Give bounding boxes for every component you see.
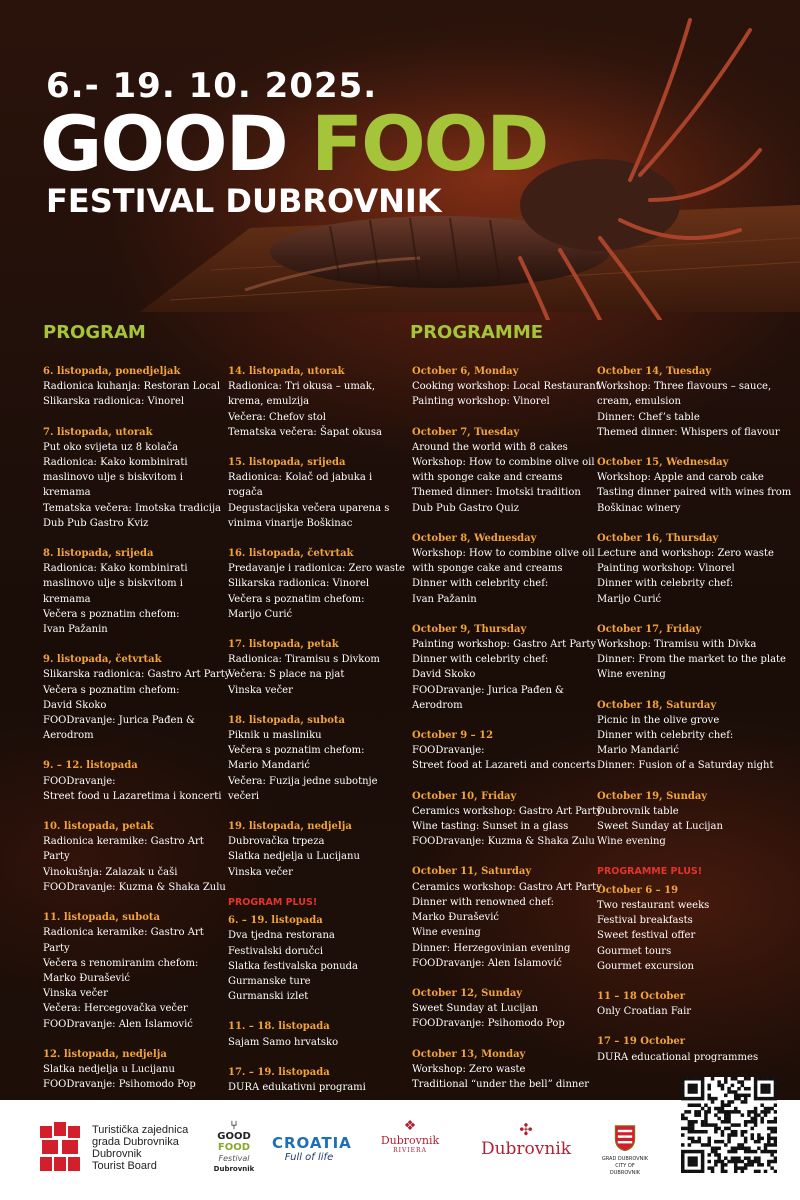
day-heading: October 7, Tuesday [412, 426, 520, 438]
event-item: Dub Pub Gastro Kviz [43, 517, 149, 529]
event-item: Ivan Pažanin [43, 624, 108, 636]
event-item: krema, emulzija [228, 396, 310, 408]
event-item: Dinner: Fusion of a Saturday night [597, 760, 774, 772]
day-heading: 16. listopada, četvrtak [228, 548, 354, 560]
city-of-dubrovnik-logo: GRAD DUBROVNIK CITY OF DUBROVNIK [600, 1122, 650, 1177]
event-item: Sweet festival offer [597, 930, 696, 942]
event-item: Workshop: Apple and carob cake [597, 472, 764, 484]
day-block [597, 622, 797, 683]
event-item: Workshop: Tiramisu with Divka [597, 639, 757, 651]
day-block [412, 364, 602, 410]
day-block [412, 1047, 602, 1093]
day-heading: 17. listopada, petak [228, 639, 339, 651]
event-item: FOODravanje: Kuzma & Shaka Zulu [412, 836, 595, 848]
day-block [43, 910, 233, 1032]
city-coat-of-arms-icon [613, 1122, 637, 1152]
event-item: Slatka nedjelja u Lucijanu [43, 1063, 175, 1075]
event-item: Dubrovačka trpeza [228, 836, 325, 848]
event-item: Dinner: From the market to the plate [597, 654, 786, 666]
day-heading: October 8, Wednesday [412, 532, 537, 544]
event-item: FOODravanje: Jurica Pađen & Aerodrom [43, 715, 195, 742]
event-item: DURA edukativni programi [228, 1081, 366, 1093]
croatia-full-of-life-logo: CROATIA Full of life [272, 1134, 352, 1163]
event-item: maslinovo ulje s biskvitom i kremama [43, 578, 183, 605]
event-item: Piknik u masliniku [228, 730, 322, 742]
event-item: Themed dinner: Imotski tradition [412, 487, 581, 499]
event-item: Slatka nedjelja u Lucijanu [228, 851, 360, 863]
day-block [412, 622, 602, 713]
event-item: Radionica: Kako kombinirati [43, 563, 188, 575]
day-block [43, 425, 233, 531]
event-item: Workshop: How to combine olive oil [412, 548, 595, 560]
event-item: Dubrovnik table [597, 805, 679, 817]
event-item: Radionica: Tri okusa – umak, [228, 381, 376, 393]
day-heading: 11. – 18. listopada [228, 1021, 330, 1033]
event-item: Painting workshop: Vinorel [597, 563, 735, 575]
day-heading: October 14, Tuesday [597, 366, 712, 377]
day-heading: October 17, Friday [597, 623, 702, 635]
event-item: FOODravanje: Psihomodo Pop [412, 1018, 565, 1030]
day-heading: 9. listopada, četvrtak [43, 654, 162, 666]
day-heading: October 12, Sunday [412, 987, 523, 999]
event-item: Slikarska radionica: Gastro Art Party [43, 669, 231, 681]
event-item: Wine tasting: Sunset in a glass [412, 821, 569, 833]
day-heading: 6. – 19. listopada [228, 915, 323, 927]
day-heading: 17. – 19. listopada [228, 1066, 330, 1078]
day-block [597, 1034, 797, 1064]
event-item: Painting workshop: Vinorel [412, 396, 550, 408]
day-block [43, 819, 233, 895]
event-item: Večera s poznatim chefom: [43, 608, 180, 620]
event-item: Vinska večer [228, 684, 293, 696]
event-item: Gourmet tours [597, 945, 672, 957]
event-item: Večera: Chefov stol [228, 411, 326, 423]
day-block [43, 758, 233, 804]
event-item: FOODravanje: Alen Islamović [43, 1018, 193, 1030]
day-block [412, 425, 602, 516]
event-item: Street food u Lazaretima i koncerti [43, 790, 222, 802]
event-item: Workshop: Zero waste [412, 1063, 526, 1075]
program-plus-label: PROGRAMME PLUS! [597, 866, 703, 878]
event-item: Radionica kuhanja: Restoran Local [43, 381, 221, 393]
event-item: Traditional “under the bell” dinner [412, 1078, 590, 1090]
event-item: Večera s renomiranim chefom: [43, 957, 199, 969]
event-item: Tematska večera: Imotska tradicija [43, 502, 222, 514]
title-food: FOOD [311, 99, 548, 188]
day-block [228, 455, 408, 531]
event-item: Gourmet excursion [597, 960, 694, 972]
event-item: Festival breakfasts [597, 915, 693, 927]
event-item: Večera s poznatim chefom: [43, 684, 180, 696]
day-block [228, 819, 408, 880]
event-item: Radionica keramike: Gastro Art Party [43, 836, 204, 863]
day-heading: 15. listopada, srijeda [228, 457, 346, 469]
day-block [412, 789, 602, 850]
event-item: Radionica: Kako kombinirati [43, 457, 188, 469]
event-item: Večera s poznatim chefom: [228, 745, 365, 757]
event-item: Ivan Pažanin [412, 593, 477, 605]
day-heading: 11 – 18 October [597, 990, 685, 1002]
event-item: Marko Đurašević [412, 912, 499, 924]
event-item: FOODravanje: [412, 745, 485, 757]
event-item: Marijo Curić [228, 608, 293, 620]
event-item: Dva tjedna restorana [228, 930, 335, 942]
day-heading: October 18, Saturday [597, 699, 717, 711]
event-item: Street food at Lazareti and concerts [412, 760, 596, 772]
day-block [43, 1047, 233, 1093]
day-block [228, 546, 408, 622]
event-item: Radionica: Kolač od jabuka i rogača [228, 472, 373, 499]
event-item: Dinner with celebrity chef: [412, 578, 549, 590]
event-item: Sweet Sunday at Lucijan [412, 1003, 538, 1015]
event-item: Workshop: How to combine olive oil [412, 457, 595, 469]
event-item: Dinner with celebrity chef: [597, 730, 734, 742]
event-item: Radionica keramike: Gastro Art Party [43, 927, 204, 954]
event-item: Lecture and workshop: Zero waste [597, 548, 774, 560]
day-heading: October 16, Thursday [597, 532, 719, 544]
event-item: Dinner: Herzegovinian evening [412, 942, 571, 954]
event-item: Radionica: Tiramisu s Divkom [228, 654, 380, 666]
dubrovnik-tourist-board-logo-icon [40, 1122, 84, 1172]
event-item: Slikarska radionica: Vinorel [228, 578, 370, 590]
event-item: Večera: S place na pjat [228, 669, 345, 681]
event-item: Two restaurant weeks [597, 899, 710, 911]
event-item: Ceramics workshop: Gastro Art Party [412, 881, 602, 893]
event-item: Degustacijska večera uparena s [228, 502, 390, 514]
event-item: Sweet Sunday at Lucijan [597, 821, 723, 833]
event-item: Ceramics workshop: Gastro Art Party [412, 805, 602, 817]
event-item: cream, emulsion [597, 396, 681, 408]
event-item: with sponge cake and creams [412, 472, 563, 484]
event-item: DURA educational programmes [597, 1051, 759, 1063]
event-item: Around the world with 8 cakes [412, 441, 568, 453]
event-item: Picnic in the olive grove [597, 714, 720, 726]
day-heading: October 10, Friday [412, 790, 517, 802]
riviera-emblem-icon: ❖ [403, 1118, 417, 1134]
event-item: David Skoko [412, 669, 476, 681]
day-block [228, 637, 408, 698]
day-block [228, 1019, 408, 1049]
day-block [412, 531, 602, 607]
day-heading: 17 – 19 October [597, 1036, 685, 1048]
event-item: Gurmanski izlet [228, 991, 309, 1003]
event-item: FOODravanje: Alen Islamović [412, 957, 562, 969]
event-item: Mario Mandarić [597, 745, 679, 757]
program-heading-en: PROGRAMME [410, 322, 544, 343]
day-block [597, 531, 797, 607]
event-item: Dinner with celebrity chef: [597, 578, 734, 590]
day-block [412, 986, 602, 1032]
dubrovnik-logo: ✣ Dubrovnik [474, 1120, 578, 1159]
event-item: Mario Mandarić [228, 760, 310, 772]
event-item: Dinner with renowned chef: [412, 896, 555, 908]
day-heading: 10. listopada, petak [43, 821, 154, 833]
day-heading: 6. listopada, ponedjeljak [43, 366, 181, 377]
event-item: Marko Đurašević [43, 972, 130, 984]
tourist-board-name: Turistička zajednica grada Dubrovnika Dubrovnik Tourist Board [92, 1124, 189, 1172]
day-heading: October 9 – 12 [412, 730, 494, 742]
event-item: Painting workshop: Gastro Art Party [412, 639, 597, 651]
event-item: Vinokušnja: Zalazak u čaši [43, 866, 178, 878]
event-item: Wine evening [597, 669, 666, 681]
event-item: Dub Pub Gastro Quiz [412, 502, 519, 514]
event-item: FOODravanje: Kuzma & Shaka Zulu [43, 881, 226, 893]
event-item: Predavanje i radionica: Zero waste [228, 563, 405, 575]
day-block [597, 698, 797, 774]
event-item: Wine evening [412, 927, 481, 939]
day-heading: October 13, Monday [412, 1048, 526, 1060]
dubrovnik-emblem-icon: ✣ [519, 1120, 533, 1139]
day-heading: 19. listopada, nedjelja [228, 821, 352, 833]
day-block [43, 546, 233, 637]
day-heading: October 6, Monday [412, 366, 519, 377]
event-item: Vinska večer [228, 866, 293, 878]
event-item: FOODravanje: [43, 775, 116, 787]
day-block [412, 864, 602, 970]
day-block [228, 895, 408, 1004]
event-item: Gurmanske ture [228, 975, 311, 987]
program-heading-hr: PROGRAM [43, 322, 146, 343]
event-item: Sajam Samo hrvatsko [228, 1036, 339, 1048]
program-plus-label: PROGRAM PLUS! [228, 896, 318, 908]
program-column-hr-2 [228, 364, 408, 1100]
event-item: maslinovo ulje s biskvitom i kremama [43, 472, 183, 499]
day-heading: 18. listopada, subota [228, 714, 345, 726]
event-item: Put oko svijeta uz 8 kolača [43, 441, 179, 453]
festival-dates: 6.- 19. 10. 2025. [46, 66, 378, 106]
event-item: Dinner: Chef’s table [597, 411, 700, 423]
dubrovnik-riviera-logo: ❖ Dubrovnik RIVIERA [376, 1118, 444, 1154]
event-item: Festivalski doručci [228, 945, 324, 957]
event-item: FOODravanje: Psihomodo Pop [43, 1079, 196, 1091]
day-heading: 11. listopada, subota [43, 912, 160, 924]
day-block [228, 713, 408, 804]
event-item: Slatka festivalska ponuda [228, 960, 359, 972]
event-item: Tematska večera: Šapat okusa [228, 426, 382, 438]
day-block [597, 864, 797, 973]
event-item: FOODravanje: Jurica Pađen & Aerodrom [412, 684, 564, 711]
day-heading: October 19, Sunday [597, 790, 708, 802]
day-heading: October 9, Thursday [412, 623, 527, 635]
qr-code-icon[interactable] [681, 1077, 777, 1173]
day-block [43, 364, 233, 410]
day-heading: 14. listopada, utorak [228, 366, 345, 377]
event-item: Only Croatian Fair [597, 1006, 692, 1018]
event-item: Večera: Fuzija jedne subotnje večeri [228, 775, 378, 802]
day-heading: October 11, Saturday [412, 866, 532, 878]
day-heading: 8. listopada, srijeda [43, 548, 154, 560]
day-block [228, 1065, 408, 1095]
day-block [597, 989, 797, 1019]
sponsor-footer [0, 1100, 800, 1200]
day-block [597, 455, 797, 516]
event-item: Večera s poznatim chefom: [228, 593, 365, 605]
day-block [228, 364, 408, 440]
event-item: David Skoko [43, 699, 107, 711]
event-item: Marijo Curić [597, 593, 662, 605]
day-block [597, 789, 797, 850]
day-block [597, 364, 797, 440]
festival-title [40, 99, 548, 188]
day-block [43, 652, 233, 743]
event-item: Workshop: Three flavours – sauce, [597, 381, 772, 393]
title-good: GOOD [40, 99, 287, 188]
program-column-en-2 [597, 364, 797, 1080]
event-item: Slikarska radionica: Vinorel [43, 396, 185, 408]
day-heading: 9. – 12. listopada [43, 760, 138, 772]
day-heading: 7. listopada, utorak [43, 426, 153, 438]
event-item: with sponge cake and creams [412, 563, 563, 575]
event-item: Cooking workshop: Local Restaurant [412, 381, 600, 393]
event-item: Večera: Hercegovačka večer [43, 1003, 188, 1015]
festival-subtitle: FESTIVAL DUBROVNIK [46, 182, 442, 220]
fork-icon: ⑂ [230, 1118, 238, 1132]
program-column-en-1 [412, 364, 602, 1100]
event-item: Dinner with celebrity chef: [412, 654, 549, 666]
good-food-festival-logo: ⑂ GOOD FOOD Festival Dubrovnik [210, 1120, 258, 1175]
day-block [412, 728, 602, 774]
event-item: Vinska večer [43, 988, 108, 1000]
day-heading: 12. listopada, nedjelja [43, 1048, 167, 1060]
event-item: Tasting dinner paired with wines from [597, 487, 792, 499]
event-item: vinima vinarije Boškinac [228, 517, 353, 529]
day-heading: October 15, Wednesday [597, 457, 729, 469]
event-item: Wine evening [597, 836, 666, 848]
event-item: Boškinac winery [597, 502, 681, 514]
program-column-hr-1 [43, 364, 233, 1100]
event-item: Themed dinner: Whispers of flavour [597, 426, 780, 438]
day-heading: October 6 – 19 [597, 884, 679, 896]
